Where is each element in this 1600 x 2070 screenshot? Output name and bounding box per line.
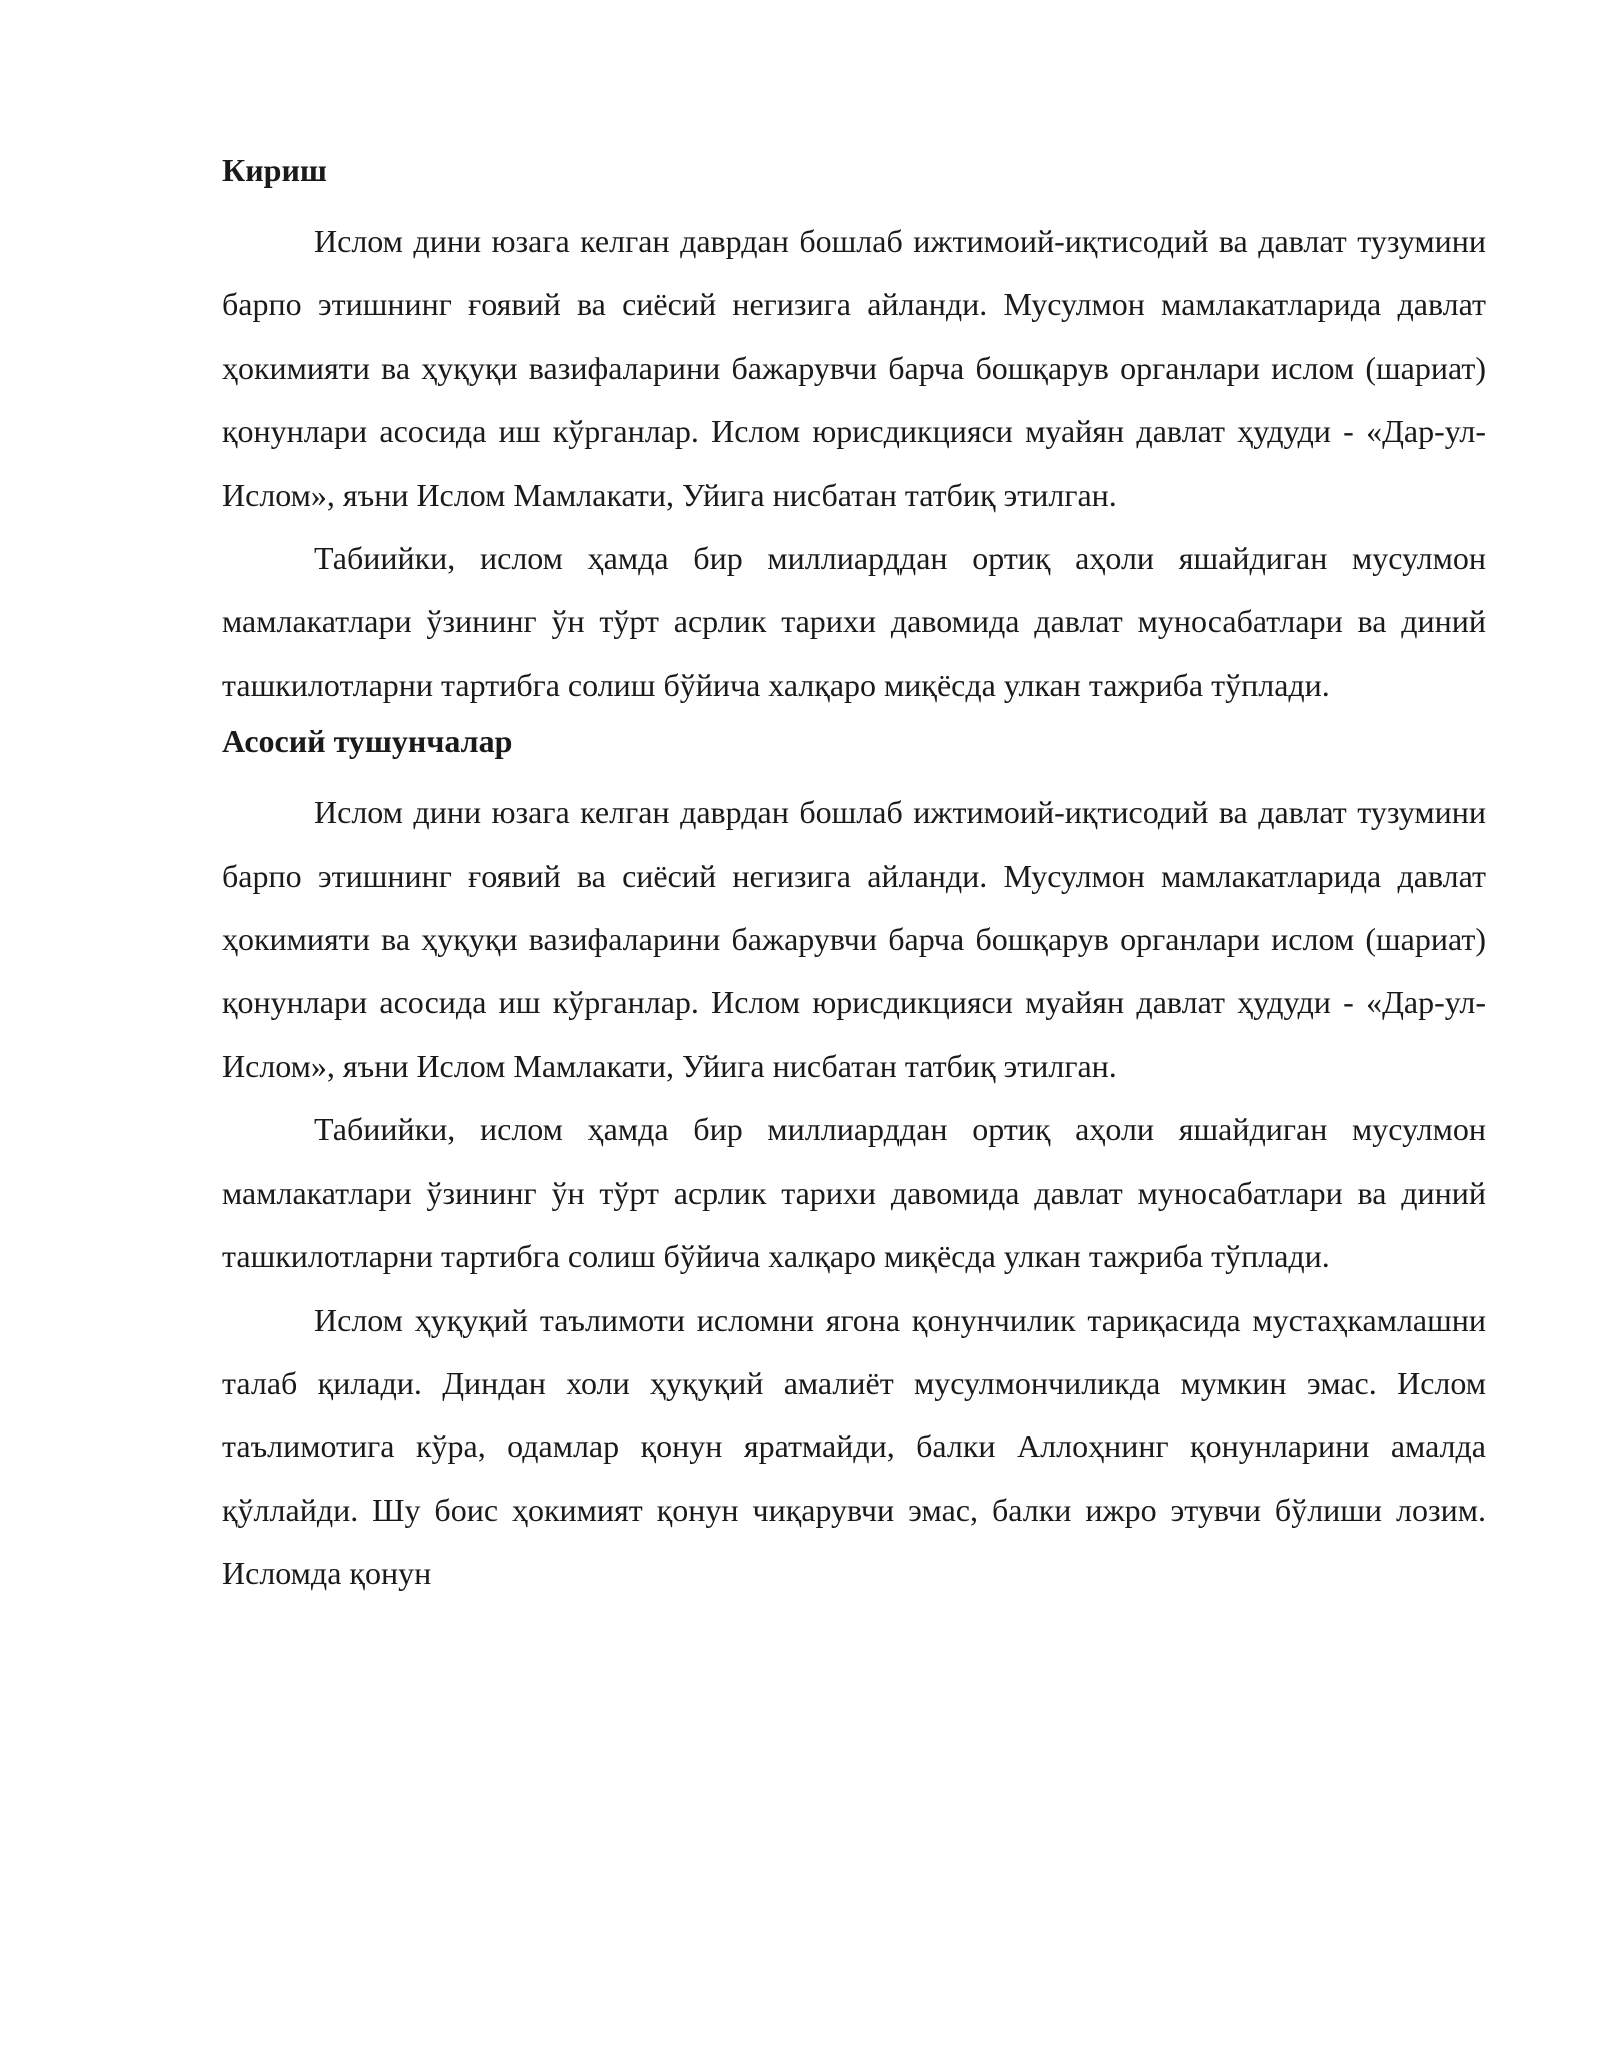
document-body [222, 146, 1486, 1606]
paragraph: Ислом дини юзага келган даврдан бошлаб ижтимоий-иқтисодий ва давлат тузумини барпо этишнинг ғоявий ва сиёсий негизига айланди. Мусулмон мамлакатларида давлат ҳокимияти ва ҳуқуқи вазифаларини бажарувчи барча бошқарув органлари ислом (шариат) қонунлари асосида иш кўрганлар. Ислом юрисдикцияси муайян давлат ҳудуди - «Дар-ул-Ислом», яъни Ислом Мамлакати, Уйига нисбатан татбиқ этилган. [222, 223, 1486, 513]
paragraph: Ислом дини юзага келган даврдан бошлаб ижтимоий-иқтисодий ва давлат тузумини барпо этишнинг ғоявий ва сиёсий негизига айланди. Мусулмон мамлакатларида давлат ҳокимияти ва ҳуқуқи вазифаларини бажарувчи барча бошқарув органлари ислом (шариат) қонунлари асосида иш кўрганлар. Ислом юрисдикцияси муайян давлат ҳудуди - «Дар-ул-Ислом», яъни Ислом Мамлакати, Уйига нисбатан татбиқ этилган. [222, 794, 1486, 1084]
section-heading-basic-concepts: Асосий тушунчалар [222, 723, 513, 760]
paragraph: Табиийки, ислом ҳамда бир миллиарддан ортиқ аҳоли яшайдиган мусулмон мамлакатлари ўзининг ўн тўрт асрлик тарихи давомида давлат муносабатлари ва диний ташкилотларни тартибга солиш бўйича халқаро миқёсда улкан тажриба тўплади. [222, 1111, 1486, 1275]
section-heading-introduction: Кириш [222, 152, 327, 188]
paragraph: Табиийки, ислом ҳамда бир миллиарддан ортиқ аҳоли яшайдиган мусулмон мамлакатлари ўзининг ўн тўрт асрлик тарихи давомида давлат муносабатлари ва диний ташкилотларни тартибга солиш бўйича халқаро миқёсда улкан тажриба тўплади. [222, 540, 1486, 703]
paragraph: Ислом ҳуқуқий таълимоти исломни ягона қонунчилик тариқасида мустаҳкамлашни талаб қилади. Диндан холи ҳуқуқий амалиёт мусулмончиликда мумкин эмас. Ислом таълимотига кўра, одамлар қонун яратмайди, балки Аллоҳнинг қонунларини амалда қўллайди. Шу боис ҳокимият қонун чиқарувчи эмас, балки ижро этувчи бўлиши лозим. Исломда қонун [222, 1301, 1486, 1592]
